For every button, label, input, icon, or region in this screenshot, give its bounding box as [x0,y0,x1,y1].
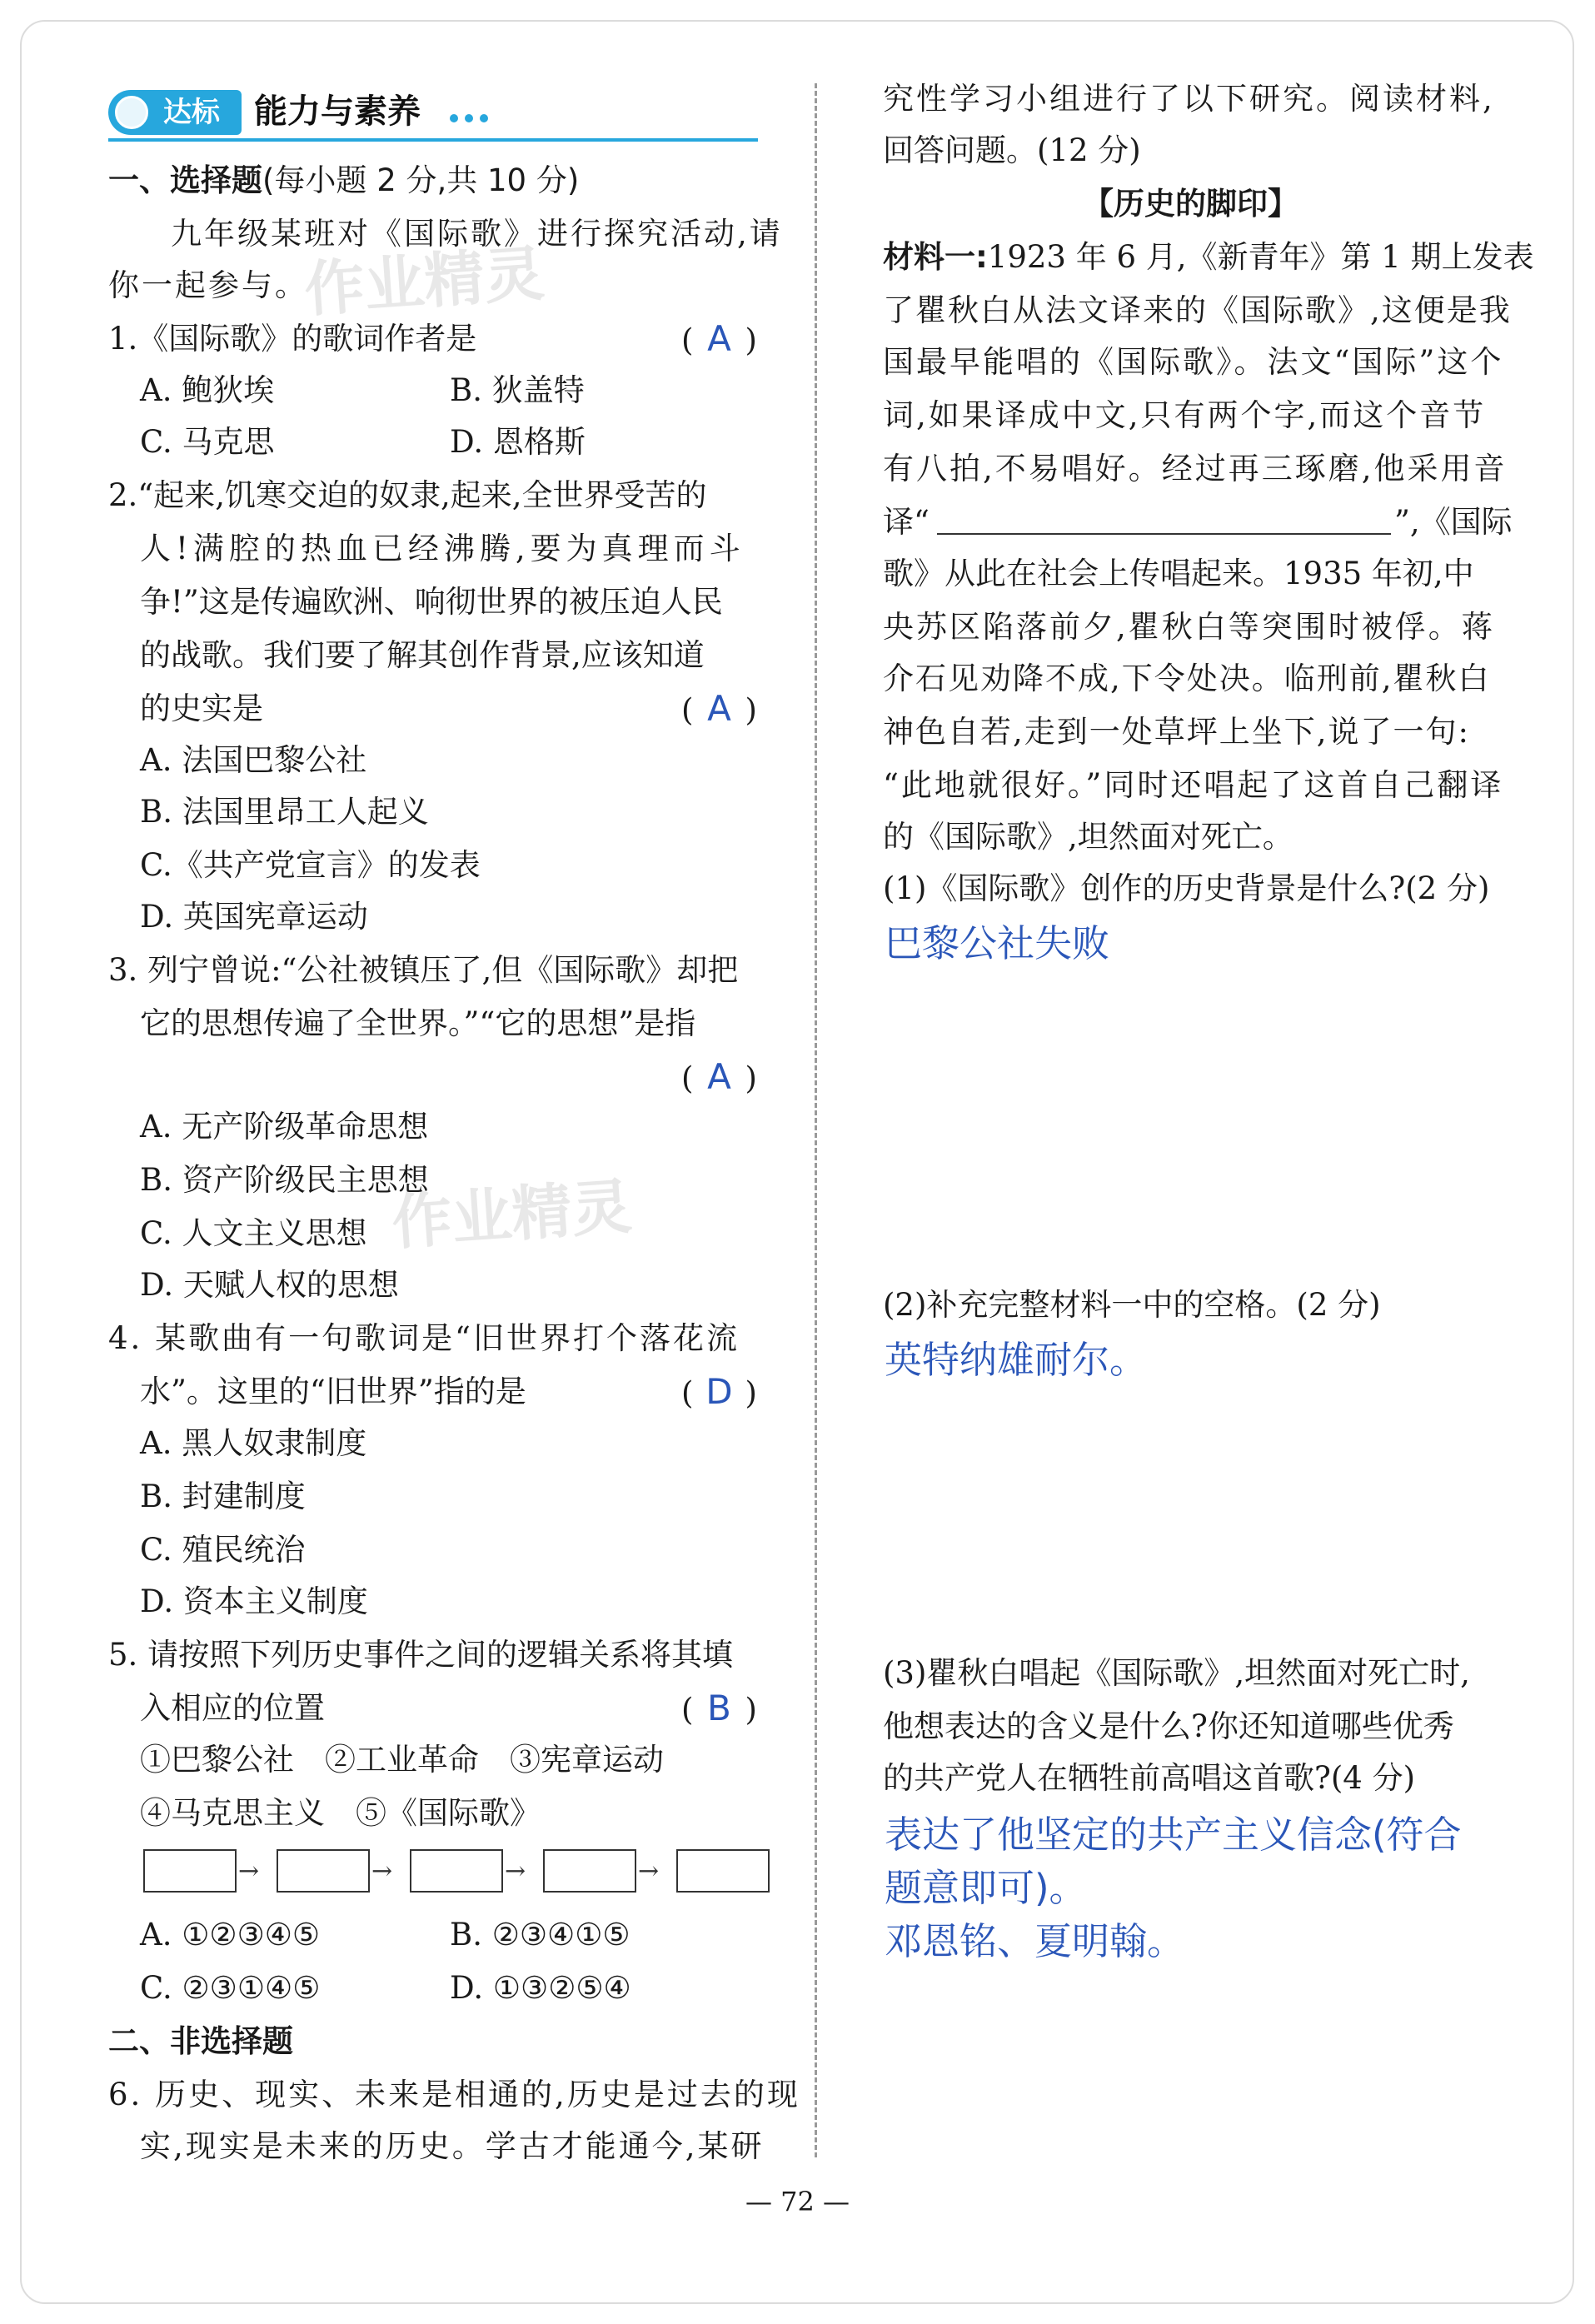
item-list: ①巴黎公社 ②工业革命 ③宪章运动 [140,1742,664,1778]
item-list: ④马克思主义 ⑤《国际歌》 [140,1795,541,1831]
material-line: 译“ [883,504,930,540]
answer-paren: ( A ) [681,318,757,359]
sub-question-2: (2)补充完整材料一中的空格。(2 分) [883,1287,1381,1323]
question-4: 4. 某歌曲有一句歌词是“旧世界打个落花流 [108,1320,740,1356]
watermark: 作业精灵 [302,238,547,325]
material-line: ”,《国际 [1394,504,1513,540]
option: A. 黑人奴隶制度 [140,1425,367,1461]
material-line: 神色自若,走到一处草坪上坐下,说了一句: [883,714,1470,750]
badge-label: 达标 [163,96,220,129]
flow-box [410,1849,503,1893]
handwritten-answer-2: 英特纳雄耐尔。 [885,1338,1148,1382]
question-6-continued: 究性学习小组进行了以下研究。阅读材料, [883,81,1495,117]
option: C. 人文主义思想 [140,1215,367,1251]
material-label: 材料一: [883,239,988,275]
option: C. ②③①④⑤ [140,1970,321,2006]
column-divider [815,83,817,2157]
flow-box [676,1849,770,1893]
question-2-line: 的战歌。我们要了解其创作背景,应该知道 [140,637,705,673]
option: A. 法国巴黎公社 [140,742,367,778]
question-6: 6. 历史、现实、未来是相通的,历史是过去的现 [108,2077,800,2112]
option: B. 封建制度 [140,1479,306,1514]
question-2-line: 的史实是 [140,691,263,726]
flow-box [277,1849,370,1893]
question-3: 3. 列宁曾说:“公社被镇压了,但《国际歌》却把 [108,952,739,988]
answer-paren: ( D ) [681,1371,757,1412]
header-badge [108,90,242,135]
material-line: 了瞿秋白从法文译来的《国际歌》,这便是我 [883,292,1512,328]
header-rule [108,138,758,142]
section1-title: 一、选择题(每小题 2 分,共 10 分) [108,162,580,198]
answer-letter: A [707,688,731,729]
header-dots-icon [450,110,495,126]
option: C. 殖民统治 [140,1532,306,1568]
question-4-line: 水”。这里的“旧世界”指的是 [140,1374,526,1409]
fill-in-blank[interactable] [937,533,1391,535]
handwritten-answer-3: 表达了他坚定的共产主义信念(符合 [885,1813,1462,1857]
option: D. 天赋人权的思想 [140,1267,399,1303]
material-line: 的《国际歌》,坦然面对死亡。 [883,819,1293,855]
flow-box [543,1849,636,1893]
option: B. 狄盖特 [450,372,585,408]
answer-letter: B [707,1688,731,1728]
material-line: 央苏区陷落前夕,瞿秋白等突围时被俘。蒋 [883,609,1495,645]
material-line: 国最早能唱的《国际歌》。法文“国际”这个 [883,344,1504,380]
question-1: 1.《国际歌》的歌词作者是 [108,321,477,357]
question-6-line: 实,现实是未来的历史。学古才能通今,某研 [140,2128,765,2164]
arrow-right-icon: → [505,1857,526,1886]
answer-letter: A [707,1056,731,1097]
material-title: 【历史的脚印】 [1083,186,1298,222]
material-line: “此地就很好。”同时还唱起了这首自己翻译 [883,767,1504,803]
question-2: 2.“起来,饥寒交迫的奴隶,起来,全世界受苦的 [108,477,707,513]
question-6-continued: 回答问题。(12 分) [883,132,1141,168]
handwritten-answer-3: 题意即可)。 [885,1866,1087,1910]
question-2-line: 争!”这是传遍欧洲、响彻世界的被压迫人民 [140,584,723,620]
material-line: 词,如果译成中文,只有两个字,而这个音节 [883,397,1487,433]
answer-letter: A [707,318,731,359]
arrow-right-icon: → [371,1857,393,1886]
material-line [883,238,1534,277]
option: D. 英国宪章运动 [140,899,368,935]
option: D. 恩格斯 [450,424,586,460]
section2-title: 二、非选择题 [108,2023,293,2059]
intro-line: 九年级某班对《国际歌》进行探究活动,请 [171,216,783,252]
option: B. ②③④①⑤ [450,1917,631,1952]
sub-question-1: (1)《国际歌》创作的历史背景是什么?(2 分) [883,870,1490,906]
answer-paren: ( B ) [681,1688,757,1728]
sub-question-3-line: 的共产党人在牺牲前高唱这首歌?(4 分) [883,1760,1416,1796]
option: D. 资本主义制度 [140,1583,368,1619]
answer-paren: ( A ) [681,688,757,729]
intro-line: 你一起参与。 [108,267,308,303]
question-3-line: 它的思想传遍了全世界。”“它的思想”是指 [140,1005,696,1041]
option: A. 鲍狄埃 [140,372,275,408]
question-5: 5. 请按照下列历史事件之间的逻辑关系将其填 [108,1637,734,1673]
section-header-title: 能力与素养 [254,92,421,131]
material-line: 歌》从此在社会上传唱起来。1935 年初,中 [883,556,1474,591]
page-number: — 72 — [745,2186,850,2217]
handwritten-answer-1: 巴黎公社失败 [885,921,1110,965]
option: A. ①②③④⑤ [140,1917,321,1952]
option: C. 马克思 [140,424,275,460]
section1-note: (每小题 2 分,共 10 分) [262,162,580,198]
question-2-line: 人!满腔的热血已经沸腾,要为真理而斗 [140,531,745,566]
sub-question-3: (3)瞿秋白唱起《国际歌》,坦然面对死亡时, [883,1655,1470,1691]
badge-icon [115,96,148,129]
watermark: 作业精灵 [389,1171,635,1258]
answer-paren: ( A ) [681,1056,757,1097]
sub-question-3-line: 他想表达的含义是什么?你还知道哪些优秀 [883,1708,1454,1744]
material-line: 有八拍,不易唱好。经过再三琢磨,他采用音 [883,451,1508,486]
flow-box [143,1849,237,1893]
option: C.《共产党宣言》的发表 [140,847,481,883]
material-line: 介石见劝降不成,下令处决。临刑前,瞿秋白 [883,661,1491,696]
arrow-right-icon: → [638,1857,660,1886]
handwritten-answer-3: 邓恩铭、夏明翰。 [885,1919,1185,1963]
answer-letter: D [705,1371,733,1412]
option: B. 法国里昂工人起义 [140,794,429,830]
option: A. 无产阶级革命思想 [140,1109,429,1145]
option: D. ①③②⑤④ [450,1970,631,2006]
material-text: 1923 年 6 月,《新青年》第 1 期上发表 [987,239,1534,275]
question-5-line: 入相应的位置 [140,1690,325,1726]
arrow-right-icon: → [238,1857,260,1886]
option: B. 资产阶级民主思想 [140,1162,429,1198]
